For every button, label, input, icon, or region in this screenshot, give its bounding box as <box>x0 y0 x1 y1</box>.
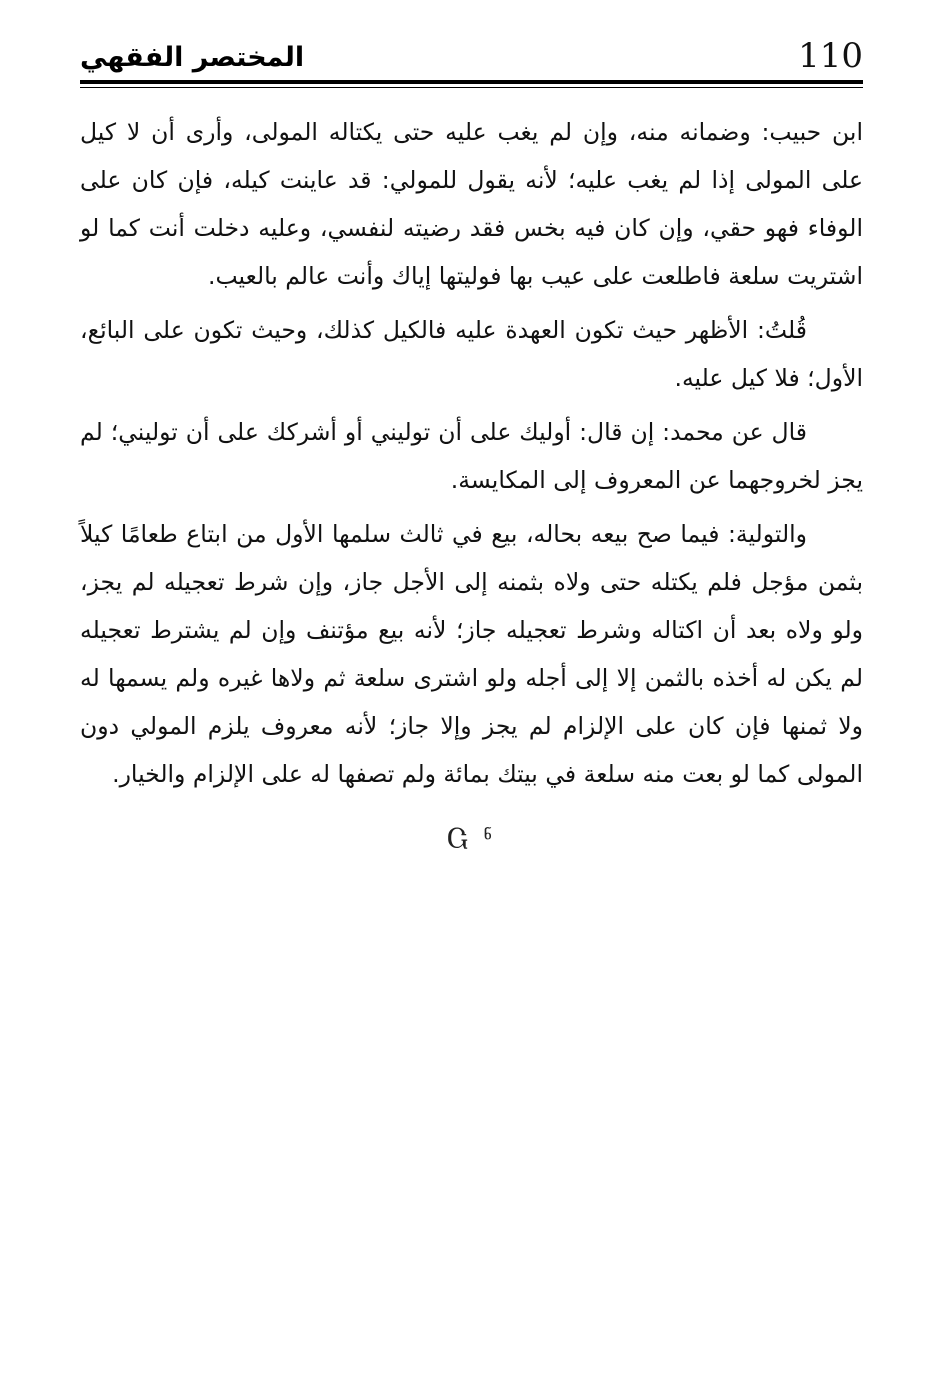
page-body <box>80 108 863 860</box>
section-end-ornament: Ⴚ ჼ <box>446 826 497 854</box>
header-rule-thick <box>80 80 863 84</box>
paragraph-muhammad: قال عن محمد: إن قال: أوليك على أن توليني أو أشركك على أن توليني؛ لم يجز لخروجهما عن المعروف إلى المكايسة. <box>80 418 863 494</box>
book-title: المختصر الفقهي <box>80 42 305 73</box>
paragraph-ibn-habib: ابن حبيب: وضمانه منه، وإن لم يغب عليه حتى يكتاله المولى، وأرى أن لا كيل على المولى إذا لم يغب عليه؛ لأنه يقول للمولي: قد عاينت كيله، فإن كان على الوفاء فهو حقي، وإن كان فيه بخس فقد رضيته لنفسي، وعليه دخلت أنت كما لو اشتريت سلعة فاطلعت على عيب بها فوليتها إياك وأنت عالم بالعيب. <box>80 118 863 290</box>
page-header <box>80 30 863 90</box>
paragraph-tawliya: والتولية: فيما صح بيعه بحاله، بيع في ثالث سلمها الأول من ابتاع طعامًا كيلاً بثمن مؤجل فلم يكتله حتى ولاه بثمنه إلى الأجل جاز، وإن شرط تعجيله لم يجز، ولو ولاه بعد أن اكتاله وشرط تعجيله جاز؛ لأنه بيع مؤتنف وإن لم يشترط تعجيله لم يكن له أخذه بالثمن إلا إلى أجله ولو اشترى سلعة ثم ولاها غيره ولم يسمها له ولا ثمنها فإن كان على الإلزام لم يجز وإلا جاز؛ لأنه معروف يلزم المولي دون المولى كما لو بعت منه سلعة في بيتك بمائة ولم تصفها له على الإلزام والخيار. <box>80 520 863 788</box>
page-number: 110 <box>798 36 863 76</box>
header-rule-thin <box>80 87 863 88</box>
paragraph-qultu: قُلتُ: الأظهر حيث تكون العهدة عليه فالكيل كذلك، وحيث تكون على البائع، الأول؛ فلا كيل عليه. <box>80 316 863 392</box>
